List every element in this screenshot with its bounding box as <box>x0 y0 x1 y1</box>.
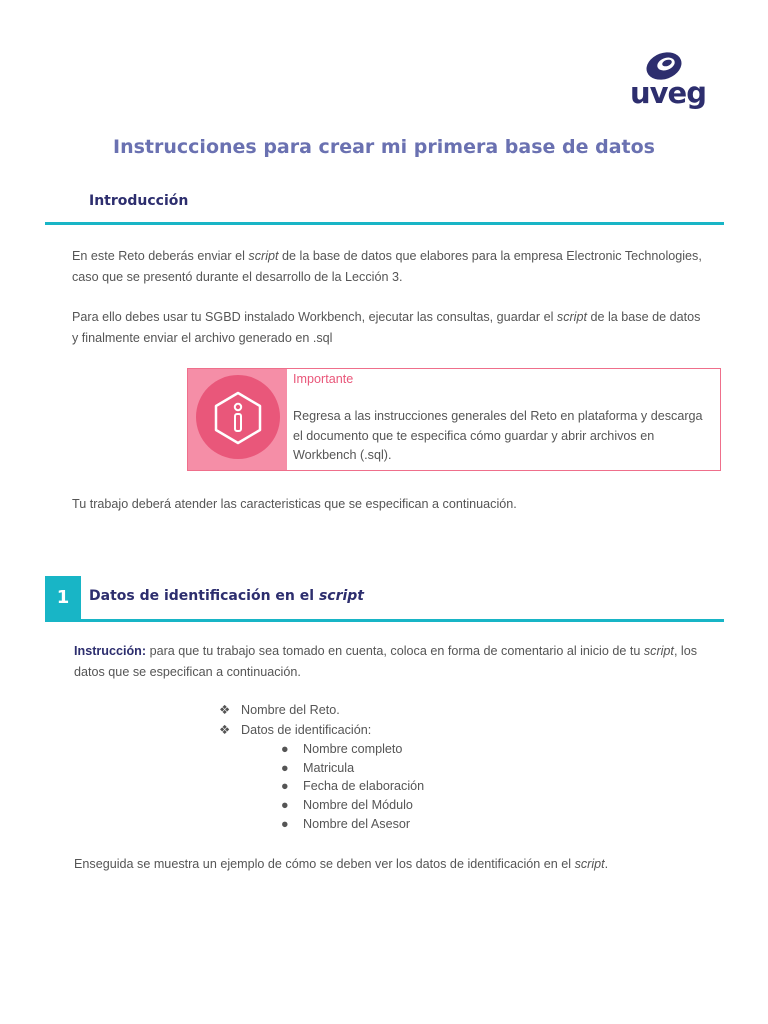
document-title: Instrucciones para crear mi primera base de datos <box>113 136 655 158</box>
sublist-item: ● Fecha de elaboración <box>281 779 425 793</box>
dot-bullet-icon: ● <box>281 742 289 756</box>
section1-divider <box>45 619 724 622</box>
intro-paragraph-1: En este Reto deberás enviar el script de la base de datos que elabores para la empresa Electronic Technologies, caso que se presentó durante el desarrollo de la Lección 3. <box>72 249 702 284</box>
section-number-badge: 1 <box>45 576 81 620</box>
dot-bullet-icon: ● <box>281 761 289 775</box>
section1-instruction: Instrucción: para que tu trabajo sea tomado en cuenta, coloca en forma de comentario al inicio de tu script, los datos que se especifican a continuación. <box>74 644 698 679</box>
diamond-bullet-icon: ❖ <box>219 703 231 717</box>
intro-paragraph-3: Tu trabajo deberá atender las caracteristicas que se especifican a continuación. <box>72 497 517 511</box>
sublist-item: ● Matricula <box>281 761 355 775</box>
note-text: Regresa a las instrucciones generales del Reto en plataforma y descarga el documento que te especifica cómo guardar y abrir archivos en Workbench (.sql). <box>293 409 703 462</box>
sublist-item: ● Nombre del Módulo <box>281 798 413 812</box>
list-item: ❖ Datos de identificación: <box>219 723 372 737</box>
info-icon <box>196 375 280 459</box>
section1-heading: Datos de identificación en el script <box>89 588 364 604</box>
uveg-logo <box>626 50 706 116</box>
sublist-item: ● Nombre completo <box>281 742 403 756</box>
note-title: Importante <box>293 372 354 386</box>
note-circle <box>196 375 280 459</box>
dot-bullet-icon: ● <box>281 817 289 831</box>
important-note-box <box>187 368 721 471</box>
dot-bullet-icon: ● <box>281 798 289 812</box>
intro-paragraph-2: Para ello debes usar tu SGBD instalado Workbench, ejecutar las consultas, guardar el script de la base de datos y finalmente enviar el archivo generado en .sql <box>72 310 701 345</box>
intro-divider <box>45 222 724 225</box>
logo-text: uveg <box>630 76 706 110</box>
section1-closing: Enseguida se muestra un ejemplo de cómo se deben ver los datos de identificación en el script. <box>74 857 609 871</box>
diamond-bullet-icon: ❖ <box>219 723 231 737</box>
sublist-item: ● Nombre del Asesor <box>281 817 411 831</box>
note-icon-panel <box>188 369 287 470</box>
list-item: ❖ Nombre del Reto. <box>219 703 340 717</box>
dot-bullet-icon: ● <box>281 779 289 793</box>
intro-heading: Introducción <box>89 193 189 209</box>
